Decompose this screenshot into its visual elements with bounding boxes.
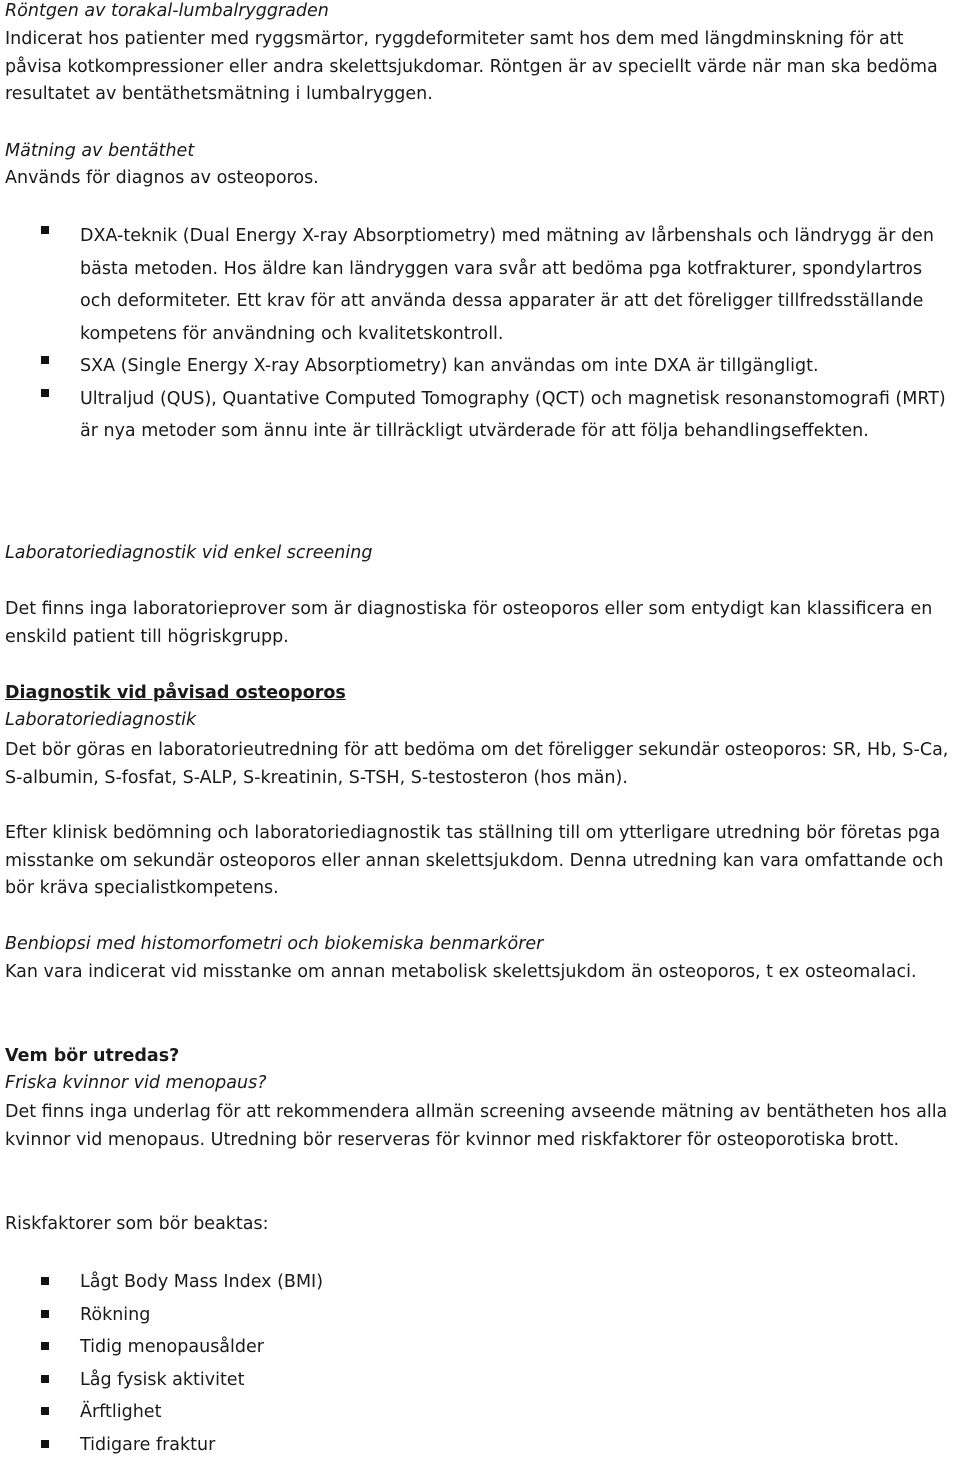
list-item-text: Rökning xyxy=(80,1305,150,1325)
square-bullet-icon xyxy=(41,226,49,234)
list-item-text: Ärftlighet xyxy=(80,1402,161,1422)
risk-factors-heading: Riskfaktorer som bör beaktas: xyxy=(5,1211,955,1239)
followup-paragraph: Efter klinisk bedömning och laboratoriediagnostik tas ställning till om ytterligare utredning bör företas pga misstanke om sekundär osteoporos eller annan skelettsjukdom. Denna utredning kan vara omfattande och bör kräva specialistkompetens. xyxy=(5,820,955,903)
list-item xyxy=(5,1364,955,1397)
square-bullet-icon xyxy=(41,1407,49,1415)
list-item-text: Tidig menopausålder xyxy=(80,1337,264,1357)
lab-diagnostics-paragraph: Det bör göras en laboratorieutredning för att bedöma om det föreligger sekundär osteoporos: SR, Hb, S-Ca, S-albumin, S-fosfat, S-ALP, S-kreatinin, S-TSH, S-testosteron (hos män). xyxy=(5,737,955,792)
list-item xyxy=(5,1299,955,1332)
lab-screening-paragraph: Det finns inga laboratorieprover som är diagnostiska för osteoporos eller som entydigt kan klassificera en enskild patient till högriskgrupp. xyxy=(5,596,955,651)
list-item xyxy=(5,220,955,350)
lab-diagnostics-subheading: Laboratoriediagnostik xyxy=(5,707,955,735)
density-paragraph: Används för diagnos av osteoporos. xyxy=(5,165,955,193)
square-bullet-icon xyxy=(41,356,49,364)
diagnostics-heading: Diagnostik vid påvisad osteoporos xyxy=(5,680,955,708)
xray-paragraph: Indicerat hos patienter med ryggsmärtor, ryggdeformiteter samt hos dem med längdminskning för att påvisa kotkompressioner eller andra skelettsjukdomar. Röntgen är av speciellt värde när man ska bedöma resultatet av bentäthetsmätning i lumbalryggen. xyxy=(5,26,955,109)
list-item-text: Låg fysisk aktivitet xyxy=(80,1370,244,1390)
square-bullet-icon xyxy=(41,1375,49,1383)
who-heading: Vem bör utredas? xyxy=(5,1043,955,1071)
list-item xyxy=(5,350,955,383)
square-bullet-icon xyxy=(41,1277,49,1285)
xray-heading: Röntgen av torakal-lumbalryggraden xyxy=(5,0,955,26)
list-item xyxy=(5,383,955,448)
square-bullet-icon xyxy=(41,389,49,397)
who-paragraph: Det finns inga underlag för att rekommendera allmän screening avseende mätning av bentätheten hos alla kvinnor vid menopaus. Utredning bör reserveras för kvinnor med riskfaktorer för osteoporotiska brott. xyxy=(5,1099,955,1154)
biopsy-heading: Benbiopsi med histomorfometri och biokemiska benmarkörer xyxy=(5,931,955,959)
who-subheading: Friska kvinnor vid menopaus? xyxy=(5,1070,955,1098)
square-bullet-icon xyxy=(41,1310,49,1318)
list-item-text: SXA (Single Energy X-ray Absorptiometry) kan användas om inte DXA är tillgängligt. xyxy=(80,356,819,376)
list-item-text: Tidigare fraktur xyxy=(80,1435,215,1455)
biopsy-paragraph: Kan vara indicerat vid misstanke om annan metabolisk skelettsjukdom än osteoporos, t ex osteomalaci. xyxy=(5,959,955,987)
square-bullet-icon xyxy=(41,1440,49,1448)
density-bullet-list xyxy=(5,220,955,448)
square-bullet-icon xyxy=(41,1342,49,1350)
lab-screening-heading: Laboratoriediagnostik vid enkel screening xyxy=(5,540,955,568)
list-item xyxy=(5,1429,955,1461)
list-item xyxy=(5,1331,955,1364)
list-item xyxy=(5,1396,955,1429)
risk-factor-list xyxy=(5,1266,955,1461)
density-heading: Mätning av bentäthet xyxy=(5,138,955,166)
list-item-text: DXA-teknik (Dual Energy X-ray Absorptiometry) med mätning av lårbenshals och ländrygg är den bästa metoden. Hos äldre kan ländryggen vara svår att bedöma pga kotfrakturer, spondylartros och deformiteter. Ett krav för att använda dessa apparater är att det föreligger tillfredsställande kompetens för användning och kvalitetskontroll. xyxy=(80,226,934,344)
list-item xyxy=(5,1266,955,1299)
list-item-text: Lågt Body Mass Index (BMI) xyxy=(80,1272,323,1292)
list-item-text: Ultraljud (QUS), Quantative Computed Tomography (QCT) och magnetisk resonanstomografi (MRT) är nya metoder som ännu inte är tillräckligt utvärderade för att följa behandlingseffekten. xyxy=(80,389,946,442)
